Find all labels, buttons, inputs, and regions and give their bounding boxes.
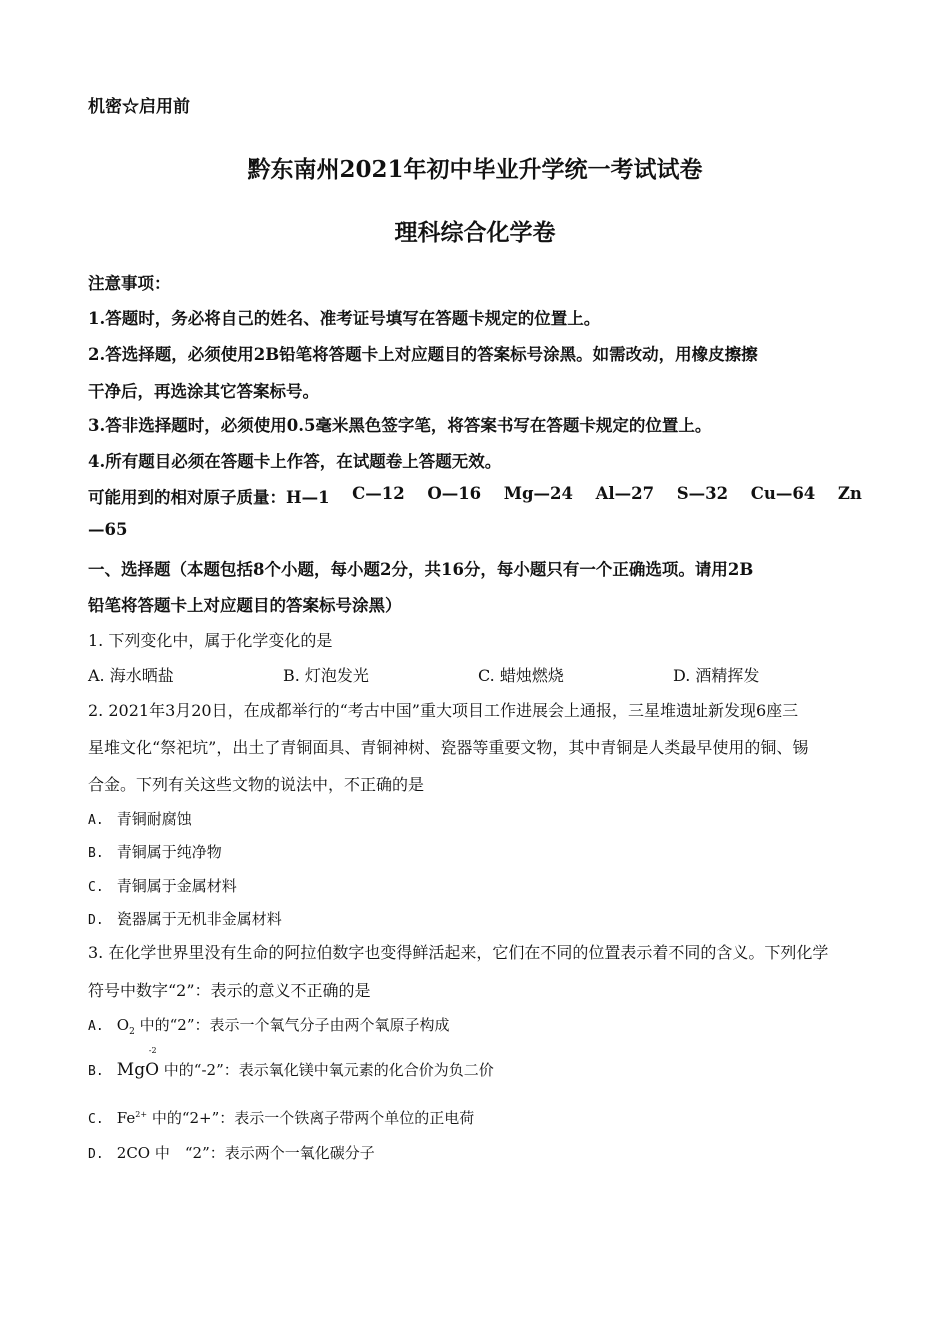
- q3-option-c-text: 中的“2+”：表示一个铁离子带两个单位的正电荷: [151, 1109, 475, 1127]
- q2-option-c-label: C.: [88, 880, 104, 895]
- atomic-cu: Cu—64: [750, 484, 816, 503]
- q2-option-a: [88, 808, 192, 829]
- q2-option-d-label: D.: [88, 913, 104, 928]
- q1-option-c: C. 蜡烛燃烧: [478, 666, 564, 685]
- q1-option-b: B. 灯泡发光: [283, 666, 369, 685]
- q3-option-b-text: 中的“-2”：表示氧化镁中氧元素的化合价为负二价: [163, 1061, 494, 1079]
- q3-option-c-formula: Fe: [116, 1109, 136, 1127]
- atomic-c: C—12: [352, 484, 405, 503]
- q3-option-b: [88, 1046, 494, 1080]
- q1-option-d: D. 酒精挥发: [673, 666, 760, 685]
- q3-option-b-formula-text: MgO: [116, 1060, 160, 1080]
- atomic-mg: Mg—24: [503, 484, 574, 503]
- note-item-4: 4.所有题目必须在答题卡上作答，在试题卷上答题无效。: [88, 452, 502, 471]
- q3-option-a: [88, 1014, 450, 1037]
- q3-stem-2: 符号中数字“2”：表示的意义不正确的是: [88, 981, 371, 1000]
- q3-option-d-label: D.: [88, 1147, 104, 1162]
- note-item-3: 3.答非选择题时，必须使用0.5毫米黑色签字笔，将答案书写在答题卡规定的位置上。: [88, 416, 712, 435]
- q3-option-a-formula: O: [116, 1016, 130, 1034]
- q3-option-d: [88, 1142, 375, 1163]
- notes-heading: 注意事项：: [88, 274, 171, 293]
- q2-stem-2: 星堆文化“祭祀坑”，出土了青铜面具、青铜神树、瓷器等重要文物，其中青铜是人类最早使用的铜、锡: [88, 738, 809, 757]
- q2-option-d-text: 瓷器属于无机非金属材料: [116, 910, 282, 928]
- q3-option-b-valence: -2: [148, 1046, 157, 1055]
- q2-option-b: [88, 841, 222, 862]
- atomic-o: O—16: [427, 484, 482, 503]
- section1-heading: 一、选择题（本题包括8个小题，每小题2分，共16分，每小题只有一个正确选项。请用2B: [88, 560, 754, 579]
- q1-stem: 1. 下列变化中，属于化学变化的是: [88, 631, 333, 650]
- q2-option-c: [88, 875, 237, 896]
- q3-option-b-formula: [116, 1046, 160, 1080]
- section1-heading-cont: 铅笔将答题卡上对应题目的答案标号涂黑）: [88, 596, 402, 615]
- q2-stem-1: 2. 2021年3月20日，在成都举行的“考古中国”重大项目工作进展会上通报，三星堆遗址新发现6座三: [88, 701, 799, 720]
- note-item-2-cont: 干净后，再选涂其它答案标号。: [88, 382, 319, 401]
- q3-option-c-label: C.: [88, 1112, 104, 1127]
- confidential-label: 机密☆启用前: [88, 97, 190, 117]
- q3-option-d-text: 中 “2”：表示两个一氧化碳分子: [154, 1144, 375, 1162]
- q2-option-b-label: B.: [88, 846, 104, 861]
- q3-option-a-label: A.: [88, 1019, 104, 1034]
- q3-option-c-superscript: 2+: [135, 1110, 148, 1119]
- note-item-1: 1.答题时，务必将自己的姓名、准考证号填写在答题卡规定的位置上。: [88, 309, 601, 328]
- q1-option-a: A. 海水晒盐: [88, 666, 174, 685]
- q3-option-b-label: B.: [88, 1064, 104, 1079]
- q3-option-a-subscript: 2: [129, 1027, 135, 1037]
- q1-options: [88, 663, 868, 686]
- q2-option-c-text: 青铜属于金属材料: [116, 877, 237, 895]
- note-item-2: 2.答选择题，必须使用2B铅笔将答题卡上对应题目的答案标号涂黑。如需改动，用橡皮擦擦: [88, 345, 758, 364]
- q3-option-d-formula: 2CO: [116, 1144, 151, 1162]
- q3-option-a-text: 中的“2”：表示一个氧气分子由两个氧原子构成: [139, 1016, 450, 1034]
- atomic-masses: [88, 484, 862, 508]
- atomic-zn: Zn: [837, 484, 862, 503]
- q2-option-a-label: A.: [88, 813, 104, 828]
- page-title: 黔东南州2021年初中毕业升学统一考试试卷: [247, 156, 703, 183]
- atomic-s: S—32: [676, 484, 729, 503]
- atomic-label: 可能用到的相对原子质量：H—1: [88, 488, 330, 507]
- q2-option-d: [88, 908, 282, 929]
- page-subtitle: 理科综合化学卷: [394, 219, 556, 246]
- q3-stem-1: 3. 在化学世界里没有生命的阿拉伯数字也变得鲜活起来，它们在不同的位置表示着不同的含义。下列化学: [88, 943, 829, 962]
- atomic-last: —65: [88, 520, 128, 539]
- q2-stem-3: 合金。下列有关这些文物的说法中，不正确的是: [88, 775, 425, 794]
- q2-option-a-text: 青铜耐腐蚀: [116, 810, 192, 828]
- atomic-al: Al—27: [595, 484, 655, 503]
- q2-option-b-text: 青铜属于纯净物: [116, 843, 222, 861]
- q3-option-c: [88, 1107, 474, 1128]
